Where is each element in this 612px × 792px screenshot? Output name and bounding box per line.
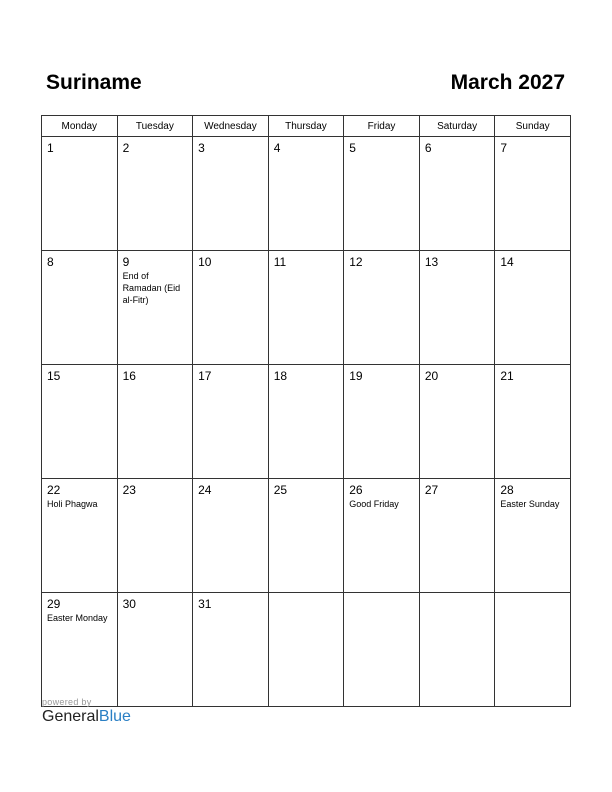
day-cell	[268, 137, 344, 251]
holiday-label: End of Ramadan (Eid al-Fitr)	[122, 271, 181, 305]
day-cell	[344, 479, 420, 593]
day-number: 10	[198, 255, 212, 269]
day-cell	[193, 137, 269, 251]
day-number: 29	[47, 597, 61, 611]
weekday-header: Thursday	[268, 116, 344, 137]
day-number: 26	[349, 483, 363, 497]
day-cell	[419, 365, 495, 479]
week-row	[42, 479, 571, 593]
weekday-header: Wednesday	[193, 116, 269, 137]
day-number: 5	[349, 141, 356, 155]
day-number: 22	[47, 483, 61, 497]
day-number: 23	[122, 483, 136, 497]
day-cell	[419, 479, 495, 593]
weekday-header: Monday	[42, 116, 118, 137]
day-cell	[268, 365, 344, 479]
day-number: 1	[47, 141, 54, 155]
weekday-header: Sunday	[495, 116, 571, 137]
week-row	[42, 593, 571, 707]
holiday-label: Holi Phagwa	[47, 499, 98, 509]
brand-logo	[42, 708, 131, 726]
weekday-header: Saturday	[419, 116, 495, 137]
day-cell	[495, 365, 571, 479]
week-row	[42, 365, 571, 479]
brand-general: General	[42, 708, 99, 725]
day-number: 7	[500, 141, 508, 155]
weekday-header: Tuesday	[117, 116, 193, 137]
day-cell	[495, 479, 571, 593]
day-cell	[117, 251, 193, 365]
day-number: 25	[273, 483, 288, 497]
day-cell	[268, 593, 344, 707]
day-number: 21	[500, 369, 514, 383]
day-number: 3	[198, 141, 205, 155]
day-cell	[42, 365, 118, 479]
day-number: 8	[47, 255, 54, 269]
calendar-grid	[41, 115, 571, 707]
day-cell	[42, 593, 118, 707]
day-cell	[344, 365, 420, 479]
day-cell	[117, 479, 193, 593]
week-row	[42, 251, 571, 365]
day-number: 12	[349, 255, 363, 269]
day-number: 18	[273, 369, 288, 383]
day-cell	[193, 479, 269, 593]
brand-blue: Blue	[98, 708, 131, 725]
footer-branding	[42, 697, 131, 726]
day-number: 31	[198, 597, 212, 611]
day-number: 19	[349, 369, 363, 383]
day-cell	[419, 593, 495, 707]
week-row	[42, 137, 571, 251]
day-number: 16	[122, 369, 136, 383]
day-number: 20	[424, 369, 439, 383]
day-number: 6	[424, 141, 432, 155]
day-number: 2	[122, 141, 130, 155]
day-cell	[495, 137, 571, 251]
day-cell	[268, 479, 344, 593]
day-number: 9	[122, 255, 130, 269]
powered-by-label: powered by	[42, 697, 92, 707]
month-title: March 2027	[450, 71, 565, 94]
weekday-header: Friday	[344, 116, 420, 137]
holiday-label: Easter Monday	[47, 613, 108, 623]
day-number: 4	[273, 141, 281, 155]
day-cell	[42, 137, 118, 251]
country-title: Suriname	[46, 71, 142, 94]
day-cell	[495, 251, 571, 365]
day-cell	[117, 593, 193, 707]
day-number: 15	[47, 369, 61, 383]
holiday-label: Good Friday	[349, 499, 399, 509]
day-cell	[193, 593, 269, 707]
day-number: 24	[198, 483, 212, 497]
day-cell	[344, 251, 420, 365]
day-cell	[193, 251, 269, 365]
day-cell	[419, 137, 495, 251]
day-number: 28	[500, 483, 514, 497]
day-cell	[495, 593, 571, 707]
holiday-label: Easter Sunday	[500, 499, 560, 509]
day-number: 17	[198, 369, 212, 383]
day-cell	[419, 251, 495, 365]
day-cell	[42, 479, 118, 593]
weekday-header-row	[42, 116, 571, 137]
day-number: 27	[424, 483, 439, 497]
day-cell	[344, 593, 420, 707]
day-number: 13	[424, 255, 439, 269]
day-cell	[344, 137, 420, 251]
day-number: 14	[500, 255, 514, 269]
day-cell	[268, 251, 344, 365]
day-number: 30	[122, 597, 136, 611]
day-cell	[193, 365, 269, 479]
day-number: 11	[273, 255, 287, 269]
day-cell	[117, 365, 193, 479]
day-cell	[42, 251, 118, 365]
day-cell	[117, 137, 193, 251]
